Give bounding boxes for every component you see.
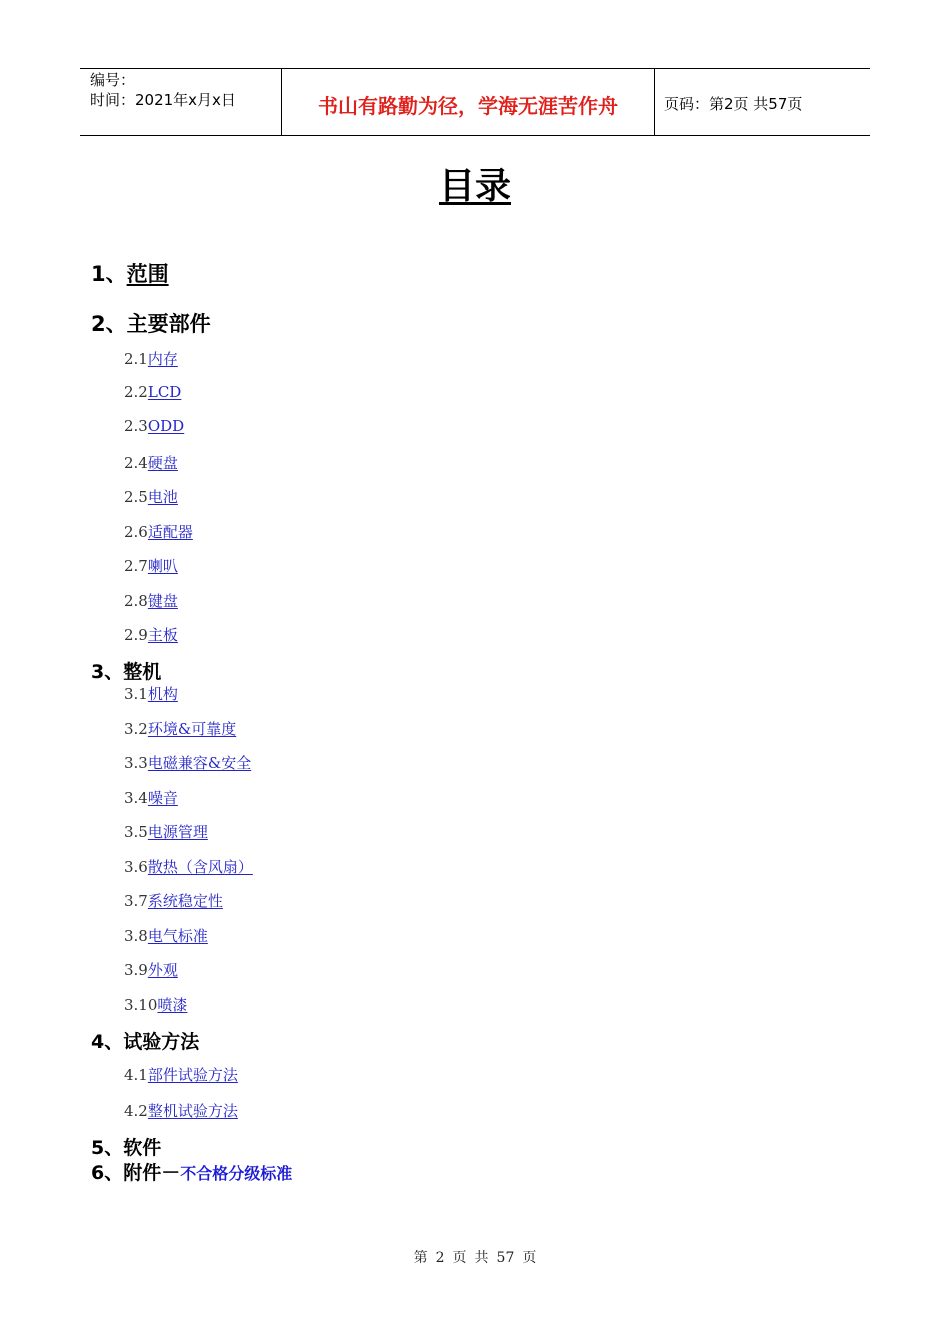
- item-link[interactable]: 内存: [147, 350, 178, 368]
- item-link[interactable]: 部件试验方法: [147, 1066, 238, 1084]
- item-number: 3.5: [124, 823, 148, 841]
- toc-item-4-1: [124, 1064, 238, 1085]
- item-link[interactable]: 电磁兼容&安全: [147, 754, 252, 772]
- page-title: [0, 158, 950, 209]
- footer-page-word-2: 页: [522, 1250, 537, 1266]
- item-number: 2.7: [124, 557, 148, 575]
- doc-time-label: 时间：2021年x月x日: [90, 91, 236, 109]
- toc-item-3-3: [124, 752, 251, 773]
- footer-page-word: 页: [452, 1250, 467, 1266]
- item-link[interactable]: 键盘: [147, 592, 178, 610]
- item-number: 2.5: [124, 488, 148, 506]
- item-link[interactable]: 噪音: [147, 789, 178, 807]
- toc-item-3-4: [124, 787, 178, 808]
- section-number: 4、: [91, 1031, 124, 1053]
- page-footer: [0, 1247, 950, 1267]
- section-label: 试验方法: [123, 1031, 200, 1053]
- toc-item-2-1: [124, 348, 178, 369]
- toc-item-3-1: [124, 683, 178, 704]
- header-divider-right: [654, 68, 655, 136]
- item-number: 4.1: [124, 1066, 148, 1084]
- toc-item-3-7: [124, 890, 223, 911]
- footer-prefix: 第: [413, 1250, 428, 1266]
- item-number: 3.2: [124, 720, 148, 738]
- header-meta: [90, 70, 236, 110]
- item-number: 3.7: [124, 892, 148, 910]
- toc-item-3-10: [124, 994, 187, 1015]
- toc-item-4-2: [124, 1100, 238, 1121]
- item-link[interactable]: 环境&可靠度: [147, 720, 237, 738]
- item-number: 3.3: [124, 754, 148, 772]
- page-title-text: 目录: [438, 166, 511, 207]
- header-bottom-rule: [80, 135, 870, 136]
- item-number: 3.9: [124, 961, 148, 979]
- toc-item-2-6: [124, 521, 193, 542]
- item-number: 2.8: [124, 592, 148, 610]
- footer-total-pages: 57: [496, 1250, 515, 1266]
- item-link[interactable]: 电池: [147, 488, 178, 506]
- section-dash: －: [161, 1162, 181, 1184]
- section-number: 3、: [91, 661, 124, 683]
- item-link[interactable]: ODD: [147, 417, 185, 435]
- section-label: 软件: [123, 1137, 162, 1159]
- toc-section-1[interactable]: [91, 258, 169, 288]
- toc-section-3: [91, 657, 161, 684]
- item-link[interactable]: 外观: [147, 961, 178, 979]
- toc-item-3-5: [124, 821, 208, 842]
- toc-item-2-4: [124, 452, 178, 473]
- toc-section-4: [91, 1027, 199, 1054]
- item-number: 3.1: [124, 685, 148, 703]
- item-link[interactable]: 电气标准: [147, 927, 208, 945]
- toc-item-2-9: [124, 624, 178, 645]
- item-number: 3.6: [124, 858, 148, 876]
- item-number: 2.4: [124, 454, 148, 472]
- item-link[interactable]: 硬盘: [147, 454, 178, 472]
- toc-section-6: [91, 1158, 292, 1185]
- toc-item-2-8: [124, 590, 178, 611]
- toc-item-2-5: [124, 486, 178, 507]
- item-link[interactable]: 喇叭: [147, 557, 178, 575]
- section-label: 附件: [123, 1162, 162, 1184]
- toc-item-3-9: [124, 959, 178, 980]
- toc-item-2-7: [124, 555, 178, 576]
- item-number: 2.6: [124, 523, 148, 541]
- header-top-rule: [80, 68, 870, 69]
- section-extra-label: 不合格分级标准: [180, 1164, 293, 1183]
- toc-section-2: [91, 308, 211, 338]
- header-motto: 书山有路勤为径，学海无涯苦作舟: [318, 94, 618, 118]
- toc-item-3-2: [124, 718, 236, 739]
- item-number: 2.3: [124, 417, 148, 435]
- toc-item-2-2: [124, 383, 181, 401]
- section-number: 1、: [91, 262, 127, 286]
- item-link[interactable]: LCD: [147, 383, 182, 401]
- item-link[interactable]: 系统稳定性: [147, 892, 223, 910]
- item-link[interactable]: 适配器: [147, 523, 193, 541]
- item-number: 4.2: [124, 1102, 148, 1120]
- item-link[interactable]: 喷漆: [157, 996, 188, 1014]
- section-label: 整机: [123, 661, 162, 683]
- item-link[interactable]: 电源管理: [147, 823, 208, 841]
- doc-number-label: 编号：: [90, 71, 136, 89]
- section-number: 5、: [91, 1137, 124, 1159]
- item-link[interactable]: 散热（含风扇）: [147, 858, 253, 876]
- toc-item-2-3: [124, 417, 184, 435]
- section-label: 范围: [126, 262, 169, 286]
- footer-total-prefix: 共: [474, 1250, 489, 1266]
- item-number: 3.10: [124, 996, 158, 1014]
- item-link[interactable]: 整机试验方法: [147, 1102, 238, 1120]
- toc-section-5: [91, 1133, 161, 1160]
- item-link[interactable]: 主板: [147, 626, 178, 644]
- item-number: 2.1: [124, 350, 148, 368]
- section-number: 6、: [91, 1162, 124, 1184]
- toc-item-3-6: [124, 856, 253, 877]
- toc-item-3-8: [124, 925, 208, 946]
- item-number: 2.9: [124, 626, 148, 644]
- item-number: 3.4: [124, 789, 148, 807]
- footer-page-number: 2: [435, 1250, 445, 1266]
- header-page-info: 页码：第2页 共57页: [664, 95, 803, 113]
- item-link[interactable]: 机构: [147, 685, 178, 703]
- item-number: 2.2: [124, 383, 148, 401]
- section-label: 主要部件: [126, 312, 211, 336]
- item-number: 3.8: [124, 927, 148, 945]
- section-number: 2、: [91, 312, 127, 336]
